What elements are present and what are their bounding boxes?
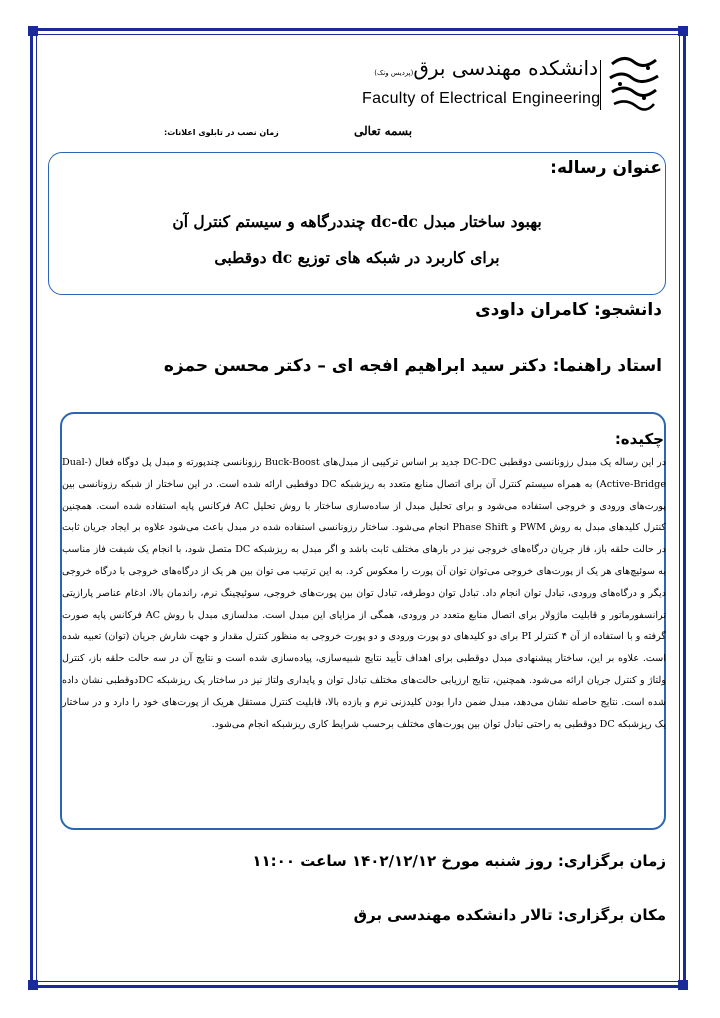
corner-ornament <box>678 26 688 36</box>
university-logo <box>604 50 662 114</box>
bismillah: بسمه تعالی <box>354 124 413 138</box>
corner-ornament <box>28 980 38 990</box>
abstract-label: چکیده: <box>614 430 664 448</box>
faculty-campus: (پردیس ونک) <box>374 69 414 77</box>
thesis-title-label: عنوان رساله: <box>550 158 662 178</box>
student-name: دانشجو: کامران داودی <box>475 300 662 320</box>
corner-ornament <box>678 980 688 990</box>
thesis-title-line-2: برای کاربرد در شبکه های توزیع dc دوقطبی <box>214 248 500 267</box>
posting-date-label: زمان نصب در تابلوی اعلانات: <box>164 128 279 137</box>
abstract-text: در این رساله یک مبدل رزونانسی دوقطبی DC-DC جدید بر اساس ترکیبی از مبدل‌های Buck-Boost رزونانسی چندپورته و مبدل پل دوگاه فعال (Dual-Active-Bridge) به همراه سیستم کنترل آن برای اتصال منابع متعدد به ریزشبکه DC دوقطبی ارائه شده است. در این ساختار از شبکه رزونانسی بین پورت‌های ورودی و خروجی استفاده می‌شود و برای تحلیل مبدل از ساده‌سازی ساختار با روش تحلیل AC فرکانس پایه استفاده شده است. همچنین کنترل کلیدهای مبدل به روش PWM و Phase Shift انجام می‌شود. ساختار رزونانسی استفاده شده در مبدل باعث می‌شود علاوه بر ایجاد جریان ثابت در حالت حلقه باز، فاز جریان درگاه‌های خروجی نیز در بارهای مختلف ثابت باشد و اگر مبدل به ریزشبکه DC متصل شود، با انجام یک شیفت فاز مناسب به سوئیچ‌های هر یک از پورت‌های خروجی می‌توان توان آن پورت را معکوس کرد. به این ترتیب می توان بین هر یک از درگاه‌های خروجی با درگاه خروجی دیگر و درگاه‌های ورودی، تبادل توان انجام داد. تبادل توان دوطرفه، تبادل توان بین پورت‌های خروجی، سوئیچینگ نرم، راندمان بالا، ادغام عناصر پارازیتی ترانسفورماتور و قابلیت ماژولار برای اتصال منابع متعدد در ورودی، همگی از مزایای این مبدل است. مدلسازی مبدل با روش AC فرکانس پایه صورت گرفته و با استفاده از آن ۴ کنترلر PI برای دو کلیدهای دو پورت ورودی و دو پورت خروجی به منظور کنترل مقدار و جهت شارش جریان (توان) تعبیه شده است. علاوه بر این، ساختار پیشنهادی مبدل دوقطبی برای اهداف تأیید نتایج شبیه‌سازی، پیاده‌سازی شده است و نتایج آن در سه حالت حلقه باز، کنترل ولتاژ و کنترل جریان ارائه می‌شود. همچنین، نتایج ارزیابی حالت‌های مختلف تبادل توان و پایداری ولتاژ نیز در ساختار یک ریزشبکه DCدوقطبی نشان داده شده است. نتایج حاصله نشان می‌دهد، مبدل ضمن دارا بودن کلیدزنی نرم و بازده بالا، قابلیت کنترل مستقل هریک از پورت‌های خود را دارد و در ساختار یک ریزشبکه DC دوقطبی به راحتی تبادل توان بین پورت‌های مختلف برحسب شرایط کاری ریزشبکه انجام می‌شود. <box>62 457 666 730</box>
defense-place: مکان برگزاری: تالار دانشکده مهندسی برق <box>353 906 666 924</box>
faculty-name-fa: دانشکده مهندسی برق(پردیس ونک) <box>374 56 598 80</box>
advisor-names: استاد راهنما: دکتر سید ابراهیم افجه ای – دکتر محسن حمزه <box>163 356 662 376</box>
corner-ornament <box>28 26 38 36</box>
defense-time: زمان برگزاری: روز شنبه مورخ ۱۴۰۲/۱۲/۱۲ ساعت ۱۱:۰۰ <box>252 852 666 870</box>
faculty-name-en: Faculty of Electrical Engineering <box>362 90 601 107</box>
thesis-title-line-1: بهبود ساختار مبدل dc-dc چنددرگاهه و سیستم کنترل آن <box>172 212 542 231</box>
